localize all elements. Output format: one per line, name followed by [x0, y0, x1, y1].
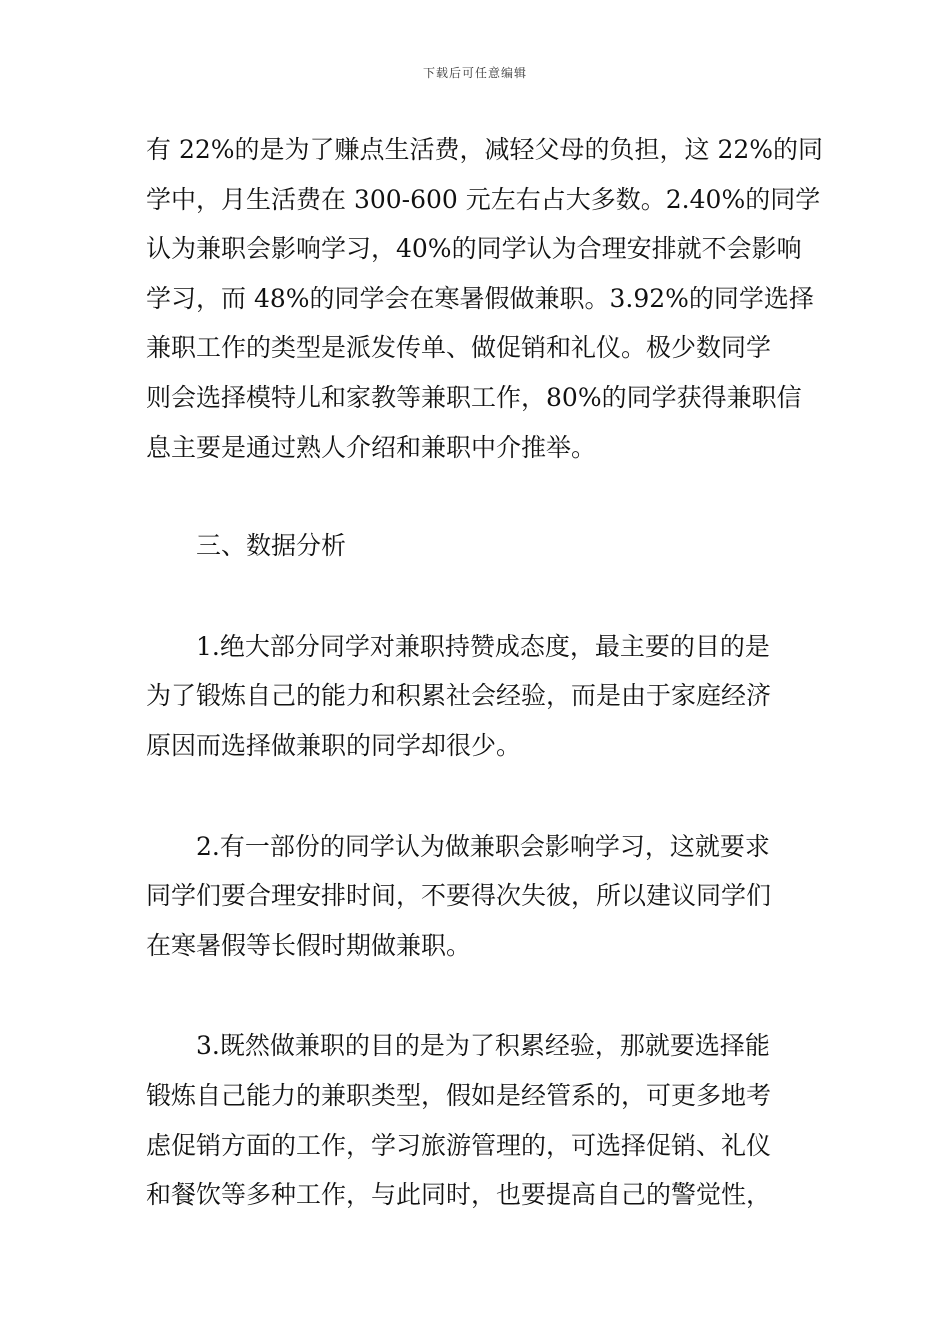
paragraph-analysis-1 — [146, 622, 811, 771]
section-heading — [146, 521, 811, 571]
page-header: 下载后可任意编辑 — [422, 66, 527, 80]
text-line: 学中，月生活费在 300-600 元左右占大多数。2.40%的同学 — [146, 184, 821, 214]
section-title: 三、数据分析 — [196, 531, 347, 561]
text-line: 兼职工作的类型是派发传单、做促销和礼仪。极少数同学 — [146, 333, 772, 363]
paragraph-analysis-2 — [146, 822, 811, 971]
text-line: 为了锻炼自己的能力和积累社会经验，而是由于家庭经济 — [146, 681, 772, 711]
text-line: 同学们要合理安排时间，不要得次失彼，所以建议同学们 — [146, 881, 772, 911]
text-line: 学习，而 48%的同学会在寒暑假做兼职。3.92%的同学选择 — [146, 283, 814, 313]
text-line: 3.既然做兼职的目的是为了积累经验，那就要选择能 — [196, 1031, 770, 1061]
text-line: 有 22%的是为了赚点生活费，减轻父母的负担，这 22%的同 — [146, 135, 824, 164]
text-line: 息主要是通过熟人介绍和兼职中介推举。 — [146, 432, 597, 462]
text-line: 原因而选择做兼职的同学却很少。 — [146, 730, 522, 760]
text-line: 虑促销方面的工作，学习旅游管理的，可选择促销、礼仪 — [146, 1130, 772, 1160]
text-line: 和餐饮等多种工作，与此同时，也要提高自己的警觉性， — [146, 1180, 772, 1210]
paragraph-analysis-3 — [146, 1021, 811, 1219]
text-line: 认为兼职会影响学习，40%的同学认为合理安排就不会影响 — [146, 234, 802, 264]
text-line: 2.有一部份的同学认为做兼职会影响学习，这就要求 — [196, 831, 770, 861]
document-body — [146, 125, 824, 1220]
text-line: 在寒暑假等长假时期做兼职。 — [146, 930, 472, 960]
text-line: 则会选择模特儿和家教等兼职工作，80%的同学获得兼职信 — [146, 382, 802, 412]
text-line: 锻炼自己能力的兼职类型，假如是经管系的，可更多地考 — [146, 1080, 772, 1110]
text-line: 1.绝大部分同学对兼职持赞成态度，最主要的目的是 — [196, 631, 770, 661]
paragraph-survey-results — [146, 125, 824, 472]
